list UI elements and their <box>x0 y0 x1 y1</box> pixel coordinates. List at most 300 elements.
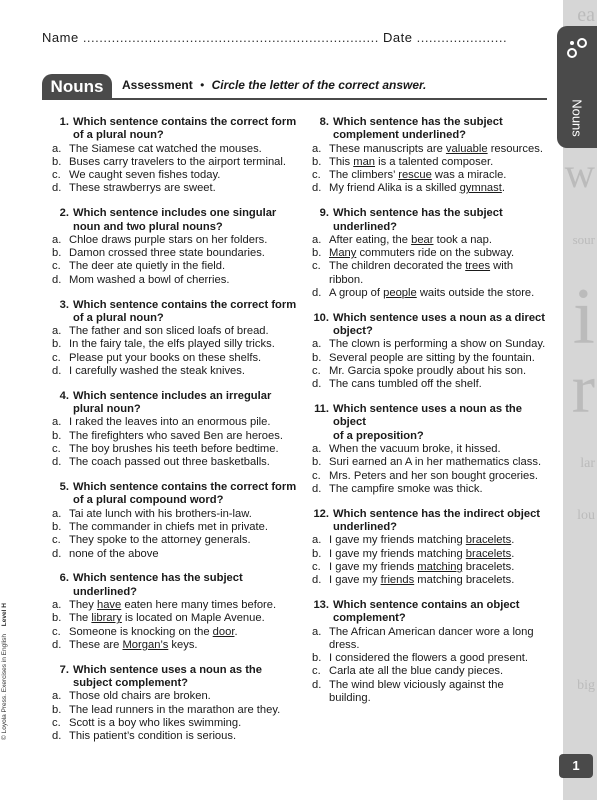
option-letter[interactable]: c. <box>52 443 61 456</box>
option-letter[interactable]: b. <box>52 155 62 168</box>
question-prompt-line <box>312 325 547 338</box>
option-letter[interactable]: c. <box>312 169 321 182</box>
option-text-before: These manuscripts are <box>329 142 446 155</box>
answer-option[interactable] <box>312 378 547 391</box>
answer-option[interactable] <box>52 599 302 612</box>
underlined-word: people <box>383 287 417 300</box>
option-text: The coach passed out three basketballs. <box>69 456 270 469</box>
underlined-word: man <box>353 155 376 168</box>
question-number: 9. <box>319 207 329 220</box>
question-block <box>52 116 302 196</box>
question-text: Which sentence has the subject <box>333 207 503 220</box>
side-word: lar <box>580 456 595 471</box>
section-tab <box>557 26 597 148</box>
bullet: • <box>200 78 205 92</box>
question-number <box>312 612 333 625</box>
option-text <box>329 247 514 260</box>
option-letter[interactable]: d. <box>52 365 62 378</box>
question-prompt-line <box>52 221 302 234</box>
answer-option[interactable] <box>52 456 302 469</box>
answer-option[interactable] <box>52 690 302 703</box>
question-number: 8. <box>319 116 329 128</box>
answer-option[interactable] <box>312 234 547 247</box>
answer-option[interactable] <box>52 704 302 717</box>
question-prompt-line <box>312 129 547 142</box>
question-prompt-line <box>312 599 547 612</box>
question-number <box>52 494 73 507</box>
option-letter[interactable]: a. <box>312 142 322 155</box>
option-text: Please put your books on these shelfs. <box>69 351 262 364</box>
option-letter[interactable]: b. <box>52 612 62 625</box>
option-letter[interactable]: b. <box>312 351 322 364</box>
answer-option[interactable] <box>52 508 302 521</box>
answer-option[interactable] <box>52 260 302 273</box>
question-number <box>312 325 333 338</box>
option-text-after: waits outside the store. <box>416 287 535 300</box>
answer-option[interactable] <box>312 182 547 195</box>
option-text-before: A group of <box>329 287 384 300</box>
underlined-word: matching <box>417 560 463 573</box>
option-text-after: took a nap. <box>433 233 492 246</box>
answer-option[interactable] <box>312 561 547 574</box>
option-letter[interactable]: d. <box>312 574 322 587</box>
side-word: i <box>572 273 595 361</box>
option-letter[interactable]: c. <box>52 351 61 364</box>
question-prompt-line <box>52 494 302 507</box>
answer-option[interactable] <box>312 534 547 547</box>
option-letter[interactable]: d. <box>52 547 62 560</box>
option-text-before: These are <box>69 638 123 651</box>
option-text: Several people are sitting by the fountain. <box>329 351 535 364</box>
section-name: Assessment <box>122 78 193 92</box>
option-letter[interactable]: b. <box>312 247 322 260</box>
answer-option[interactable] <box>312 483 547 496</box>
option-text-before: My friend Alika is a skilled <box>329 182 460 195</box>
question-number: 5. <box>59 481 69 494</box>
question-text: Which sentence contains an object <box>333 599 520 611</box>
question-block <box>312 508 547 588</box>
option-letter[interactable]: d. <box>52 273 62 286</box>
question-block <box>52 664 302 744</box>
answer-option[interactable] <box>52 352 302 365</box>
question-text: plural noun? <box>73 403 141 416</box>
option-text: The clown is performing a show on Sunday. <box>329 338 546 351</box>
option-letter[interactable]: b. <box>52 429 62 442</box>
option-text-before: I gave my <box>329 574 381 587</box>
option-text <box>329 548 514 561</box>
option-text: Carla ate all the blue candy pieces. <box>329 665 504 678</box>
question-number: 1. <box>59 116 69 128</box>
question-prompt-line <box>312 612 547 625</box>
option-letter[interactable]: d. <box>312 287 322 300</box>
answer-option[interactable] <box>52 430 302 443</box>
question-number <box>52 312 73 325</box>
option-text: Mrs. Peters and her son bought groceries. <box>329 469 538 482</box>
option-letter[interactable]: a. <box>52 507 62 520</box>
question-text: underlined? <box>73 585 138 598</box>
question-block <box>312 312 547 392</box>
option-text-before: This <box>329 155 354 168</box>
question-number <box>312 430 333 443</box>
answer-option[interactable] <box>52 169 302 182</box>
answer-option[interactable] <box>52 338 302 351</box>
option-text <box>329 561 514 574</box>
question-number: 3. <box>59 298 69 311</box>
question-number: 13. <box>313 599 329 611</box>
question-text: noun and two plural nouns? <box>73 220 223 233</box>
option-letter[interactable]: d. <box>52 182 62 195</box>
underlined-word: valuable <box>445 142 488 155</box>
option-text: The commander in chiefs met in private. <box>69 521 268 534</box>
question-number <box>52 586 73 599</box>
option-text-after: . <box>501 182 505 195</box>
option-text <box>329 169 506 182</box>
option-text-after: . <box>511 534 515 547</box>
question-prompt-line <box>312 430 547 443</box>
date-blank[interactable]: ...................... <box>416 30 508 45</box>
answer-option[interactable] <box>312 247 547 260</box>
question-number <box>52 677 73 690</box>
question-text: Which sentence has the subject <box>73 572 243 585</box>
question-prompt-line <box>312 521 547 534</box>
answer-option[interactable] <box>312 652 547 665</box>
option-letter[interactable]: a. <box>312 534 322 547</box>
answer-option[interactable] <box>52 325 302 338</box>
question-text: Which sentence has the subject <box>333 116 503 128</box>
question-block <box>52 390 302 470</box>
question-number: 7. <box>59 663 69 676</box>
question-prompt-line <box>52 116 302 129</box>
option-letter[interactable]: a. <box>52 599 62 611</box>
answer-option[interactable] <box>52 365 302 378</box>
question-prompt-line <box>52 664 302 677</box>
option-text-before: I gave my friends matching <box>329 534 466 547</box>
option-letter[interactable]: a. <box>52 690 62 703</box>
answer-option[interactable] <box>312 169 547 182</box>
option-letter[interactable]: c. <box>312 260 321 273</box>
option-text-after: keys. <box>168 638 198 651</box>
question-number <box>312 221 333 234</box>
option-letter[interactable]: b. <box>52 338 62 351</box>
answer-option[interactable] <box>312 443 547 456</box>
answer-option[interactable] <box>312 352 547 365</box>
title-badge: Nouns <box>42 74 112 100</box>
instruction-text: Circle the letter of the correct answer. <box>211 78 427 92</box>
option-text: They spoke to the attorney generals. <box>69 534 251 547</box>
date-label: Date <box>383 30 413 45</box>
level-text: Level H <box>1 603 8 627</box>
underlined-word: gymnast <box>459 182 502 195</box>
option-letter[interactable]: a. <box>52 416 62 429</box>
question-text: Which sentence uses a noun as the <box>73 663 262 676</box>
underlined-word: friends <box>380 574 415 587</box>
underlined-word: trees <box>465 260 491 273</box>
option-text: The firefighters who saved Ben are heroes. <box>69 429 283 442</box>
option-letter[interactable]: b. <box>52 521 62 534</box>
question-prompt-line <box>52 586 302 599</box>
option-letter[interactable]: d. <box>312 378 322 391</box>
option-text: Chloe draws purple stars on her folders. <box>69 233 268 246</box>
question-number: 6. <box>59 572 69 585</box>
question-text: complement? <box>333 612 406 625</box>
question-prompt-line <box>52 572 302 585</box>
option-text <box>69 599 276 612</box>
question-prompt-line <box>52 390 302 403</box>
answer-option[interactable] <box>312 287 547 300</box>
option-letter[interactable]: a. <box>52 233 62 246</box>
question-text: object? <box>333 325 373 338</box>
underlined-word: bear <box>411 233 434 246</box>
name-blank[interactable]: ........................................................................ <box>82 30 379 45</box>
option-letter[interactable]: c. <box>312 665 321 678</box>
answer-option[interactable] <box>312 456 547 469</box>
option-text: The African American dancer wore a long dress. <box>329 625 534 651</box>
question-text: Which sentence uses a noun as the object <box>333 403 522 429</box>
option-text: Mr. Garcia spoke proudly about his son. <box>329 365 527 378</box>
answer-option[interactable] <box>52 143 302 156</box>
option-letter[interactable]: d. <box>52 638 62 651</box>
question-text: underlined? <box>333 521 398 534</box>
question-block <box>312 207 547 300</box>
option-text <box>329 182 505 195</box>
question-prompt-line <box>52 312 302 325</box>
question-prompt-line <box>52 677 302 690</box>
option-text: This patient’s condition is serious. <box>69 730 237 743</box>
answer-option[interactable] <box>52 156 302 169</box>
question-block <box>52 481 302 561</box>
answer-option[interactable] <box>52 274 302 287</box>
option-letter[interactable]: a. <box>312 233 322 246</box>
underlined-word: Morgan’s <box>122 638 169 651</box>
option-text-after: commuters ride on the subway. <box>356 247 515 260</box>
answer-option[interactable] <box>52 730 302 743</box>
question-text: of a plural noun? <box>73 311 164 324</box>
option-letter[interactable]: b. <box>312 155 322 168</box>
question-prompt-line <box>312 508 547 521</box>
answer-option[interactable] <box>52 247 302 260</box>
question-prompt-line <box>52 129 302 142</box>
question-prompt-line <box>312 403 547 430</box>
option-letter[interactable]: c. <box>312 469 321 482</box>
option-letter[interactable]: d. <box>52 456 62 469</box>
option-text-after: . <box>234 625 238 638</box>
question-number: 4. <box>59 389 69 402</box>
question-number: 12. <box>313 507 329 520</box>
option-letter[interactable]: d. <box>312 482 322 495</box>
option-text: The campfire smoke was thick. <box>329 482 483 495</box>
question-text: Which sentence has the indirect object <box>333 507 541 520</box>
option-text: The lead runners in the marathon are they. <box>69 703 281 716</box>
option-text: The wind blew viciously against the building. <box>329 678 504 705</box>
option-letter[interactable]: c. <box>312 365 321 378</box>
question-number: 10. <box>313 311 329 324</box>
option-text: Suri earned an A in her mathematics class. <box>329 456 542 469</box>
option-letter[interactable]: b. <box>52 703 62 716</box>
option-letter[interactable]: d. <box>312 678 322 691</box>
option-text-after: matching bracelets. <box>414 574 515 587</box>
answer-option[interactable] <box>52 639 302 652</box>
name-date-line <box>42 30 547 45</box>
option-text <box>329 156 493 169</box>
underlined-word: bracelets <box>465 547 512 560</box>
option-text-after: resources. <box>487 142 543 155</box>
option-text-after: with ribbon. <box>329 260 514 286</box>
section-tab-label: Nouns <box>569 99 585 137</box>
option-letter[interactable]: c. <box>52 260 61 273</box>
underlined-word: Many <box>329 247 357 260</box>
credit-text: © Loyola Press. Exercises in English <box>1 634 8 740</box>
option-letter[interactable]: b. <box>312 652 322 665</box>
answer-option[interactable] <box>312 260 547 287</box>
option-letter[interactable]: a. <box>312 443 322 456</box>
option-text-before: The children decorated the <box>329 260 466 273</box>
option-letter[interactable]: b. <box>52 247 62 260</box>
option-text-before: Someone is knocking on the <box>69 625 213 638</box>
question-text: Which sentence contains the correct form <box>73 116 297 128</box>
right-question-column <box>312 116 547 717</box>
option-text: I carefully washed the steak knives. <box>69 365 245 378</box>
option-letter[interactable]: d. <box>52 730 62 743</box>
answer-option[interactable] <box>312 626 547 653</box>
underlined-word: library <box>91 612 122 625</box>
question-prompt-line <box>312 116 547 129</box>
question-text: Which sentence uses a noun as a direct <box>333 311 546 324</box>
option-text <box>69 639 198 652</box>
option-text: The father and son sliced loafs of bread. <box>69 325 269 338</box>
side-word: sour <box>572 232 595 247</box>
underlined-word: door <box>212 625 235 638</box>
question-block <box>312 599 547 705</box>
question-prompt-line <box>52 481 302 494</box>
question-prompt-line <box>312 207 547 220</box>
option-letter[interactable]: c. <box>312 560 321 573</box>
answer-option[interactable] <box>312 548 547 561</box>
answer-option[interactable] <box>52 182 302 195</box>
question-number <box>52 129 73 142</box>
option-text <box>329 534 514 547</box>
question-prompt-line <box>52 403 302 416</box>
answer-option[interactable] <box>52 443 302 456</box>
side-word: w <box>564 151 595 197</box>
question-block <box>312 403 547 496</box>
answer-option[interactable] <box>52 548 302 561</box>
option-text-before: The climbers’ <box>329 169 399 182</box>
option-text: The deer ate quietly in the field. <box>69 260 226 273</box>
option-text <box>329 234 492 247</box>
left-question-column <box>52 116 302 755</box>
answer-option[interactable] <box>52 416 302 429</box>
answer-option[interactable] <box>312 143 547 156</box>
option-text <box>329 287 534 300</box>
answer-option[interactable] <box>52 612 302 625</box>
underlined-word: rescue <box>398 169 432 182</box>
side-word: ea <box>577 4 595 26</box>
option-letter[interactable]: c. <box>52 625 61 638</box>
answer-option[interactable] <box>312 470 547 483</box>
option-text <box>329 260 547 287</box>
option-text: When the vacuum broke, it hissed. <box>329 443 501 456</box>
option-text: We caught seven fishes today. <box>69 169 221 182</box>
question-text: of a plural noun? <box>73 129 164 142</box>
title-instruction <box>122 78 426 92</box>
answer-option[interactable] <box>52 234 302 247</box>
answer-option[interactable] <box>52 521 302 534</box>
answer-option[interactable] <box>312 338 547 351</box>
option-text: In the fairy tale, the elfs played silly tricks. <box>69 338 275 351</box>
option-letter[interactable]: c. <box>52 169 61 182</box>
question-number <box>312 521 333 534</box>
option-letter[interactable]: a. <box>52 325 62 338</box>
option-letter[interactable]: c. <box>52 716 61 729</box>
question-text: underlined? <box>333 220 398 233</box>
answer-option[interactable] <box>312 156 547 169</box>
option-letter[interactable]: a. <box>52 142 62 155</box>
question-text: Which sentence includes one singular <box>73 207 277 220</box>
side-word: big <box>577 678 595 693</box>
option-text: The boy brushes his teeth before bedtime. <box>69 443 279 456</box>
question-text: of a plural compound word? <box>73 494 224 507</box>
question-text: complement underlined? <box>333 129 467 142</box>
side-word: r <box>571 351 595 428</box>
option-letter[interactable]: b. <box>312 547 322 560</box>
answer-option[interactable] <box>52 534 302 547</box>
underlined-word: bracelets <box>465 534 512 547</box>
option-text-after: is located on Maple Avenue. <box>121 612 265 625</box>
underlined-word: have <box>96 599 122 611</box>
option-text: Mom washed a bowl of cherries. <box>69 273 230 286</box>
option-text-before: After eating, the <box>329 233 412 246</box>
option-text-before: I gave my friends matching <box>329 547 466 560</box>
option-text <box>69 612 265 625</box>
option-text-after: was a miracle. <box>431 169 507 182</box>
answer-option[interactable] <box>312 679 547 706</box>
option-text: I considered the flowers a good present. <box>329 652 529 665</box>
question-text: Which sentence contains the correct form <box>73 481 297 494</box>
option-text: Tai ate lunch with his brothers-in-law. <box>69 507 252 520</box>
answer-option[interactable] <box>52 626 302 639</box>
option-letter[interactable]: c. <box>52 534 61 547</box>
option-letter[interactable]: b. <box>312 456 322 469</box>
option-letter[interactable]: d. <box>312 182 322 195</box>
option-text-after: is a talented composer. <box>375 155 494 168</box>
option-text <box>329 143 543 156</box>
question-text: subject complement? <box>73 676 189 689</box>
question-text: of a preposition? <box>333 429 424 442</box>
option-text-after: . <box>511 547 515 560</box>
option-text-after: eaten here many times before. <box>121 599 277 611</box>
side-word: lou <box>577 508 595 523</box>
answer-option[interactable] <box>312 574 547 587</box>
answer-option[interactable] <box>52 717 302 730</box>
option-letter[interactable]: a. <box>312 625 322 638</box>
option-text: Scott is a boy who likes swimming. <box>69 716 242 729</box>
option-text-before: They <box>69 599 97 611</box>
title-bar <box>42 74 547 100</box>
question-number: 11. <box>314 403 329 416</box>
option-text <box>329 574 514 587</box>
name-label: Name <box>42 30 79 45</box>
question-prompt-line <box>312 221 547 234</box>
question-prompt-line <box>52 299 302 312</box>
chain-link-icon <box>565 36 589 60</box>
option-text <box>69 626 238 639</box>
option-text: I raked the leaves into an enormous pile. <box>69 416 271 429</box>
option-text: none of the above <box>69 547 159 560</box>
answer-option[interactable] <box>312 365 547 378</box>
answer-option[interactable] <box>312 665 547 678</box>
option-text: The cans tumbled off the shelf. <box>329 378 482 391</box>
option-letter[interactable]: a. <box>312 338 322 351</box>
